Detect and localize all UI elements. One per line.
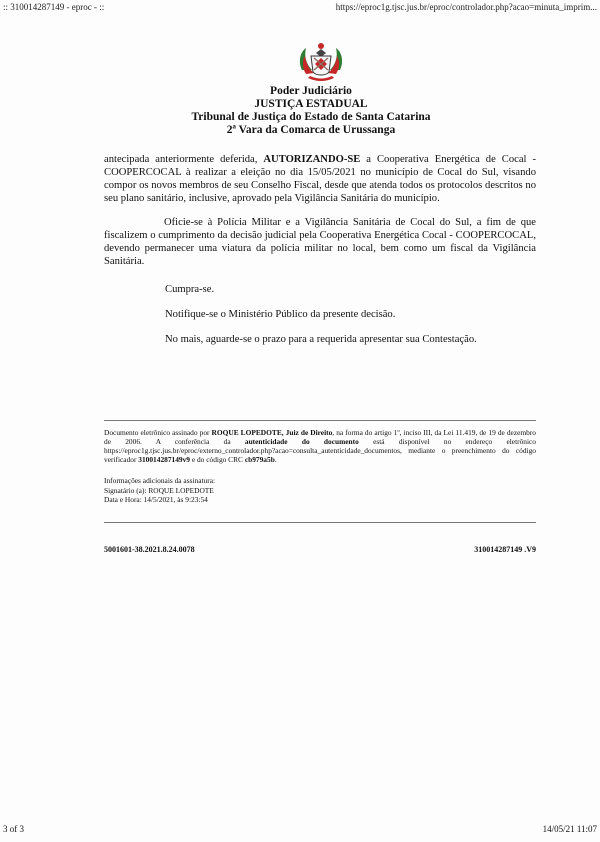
divider-top <box>104 420 536 421</box>
signature-info <box>104 476 536 505</box>
court-branch: Poder Judiciário <box>270 85 352 97</box>
decision-paragraph-1: antecipada anteriormente deferida, AUTORIZANDO-SE a Cooperativa Energética de Cocal - COOPERCOCAL à realizar a eleição no dia 15/05/2021 no município de Cocal do Sul, visando compor os novos membros de seu Conselho Fiscal, desde que atenda todos os protocolos descritos no seu plano sanitário, inclusive, aprovado pela Vigilância Sanitária do município. <box>104 154 536 204</box>
crc-code: cb979a5b <box>244 455 275 464</box>
court-tribunal: Tribunal de Justiça do Estado de Santa Catarina <box>191 111 431 123</box>
verification-code: 310014287149v9 <box>138 455 190 464</box>
page-counter: 3 of 3 <box>3 824 24 834</box>
electronic-signature-notice: Documento eletrônico assinado por ROQUE LOPEDOTE, Juiz de Direito, na forma do artigo 1º, inciso III, da Lei 11.419, de 19 de dezembro de 2006. A conferência da autenticidade do documento está disponível no endereço eletrônico https://eproc1g.tjsc.jus.br/eproc/externo_controlador.php?acao=consulta_autenticidade_documentos, mediante o preenchimento do código verificador 310014287149v9 e do código CRC cb979a5b. <box>104 428 536 464</box>
signature-info-title: Informações adicionais da assinatura: <box>104 476 216 485</box>
document-code: 310014287149 .V9 <box>474 545 536 554</box>
print-datetime: 14/05/21 11:07 <box>542 824 597 834</box>
print-header-url: https://eproc1g.tjsc.jus.br/eproc/controlador.php?acao=minuta_imprim... <box>335 2 597 12</box>
print-header-title: :: 310014287149 - eproc - :: <box>3 2 105 12</box>
signature-datetime: Data e Hora: 14/5/2021, às 9:23:54 <box>104 495 208 504</box>
order-notify: Notifique-se o Ministério Público da presente decisão. <box>165 309 396 320</box>
court-header <box>0 85 600 137</box>
state-coat-of-arms-icon <box>296 40 346 84</box>
order-await: No mais, aguarde-se o prazo para a requerida apresentar sua Contestação. <box>165 334 477 345</box>
decision-paragraph-2: Oficie-se à Polícia Militar e a Vigilância Sanitária de Cocal do Sul, a fim de que fiscalizem o cumprimento da decisão judicial pela Cooperativa Energética Cocal - COOPERCOCAL, devendo permanecer uma viatura da polícia militar no local, bem como um fiscal da Vigilância Sanitária. <box>104 217 536 267</box>
browser-print-header <box>0 0 600 14</box>
court-vara: 2ª Vara da Comarca de Urussanga <box>226 124 396 136</box>
authorizing-term: AUTORIZANDO-SE <box>263 154 361 165</box>
process-number: 5001601-38.2021.8.24.0078 <box>104 545 195 554</box>
divider-bottom <box>104 522 536 523</box>
signature-signer: Signatário (a): ROQUE LOPEDOTE <box>104 485 214 495</box>
court-jurisdiction: JUSTIÇA ESTADUAL <box>254 98 368 110</box>
order-cumpra: Cumpra-se. <box>165 284 215 295</box>
